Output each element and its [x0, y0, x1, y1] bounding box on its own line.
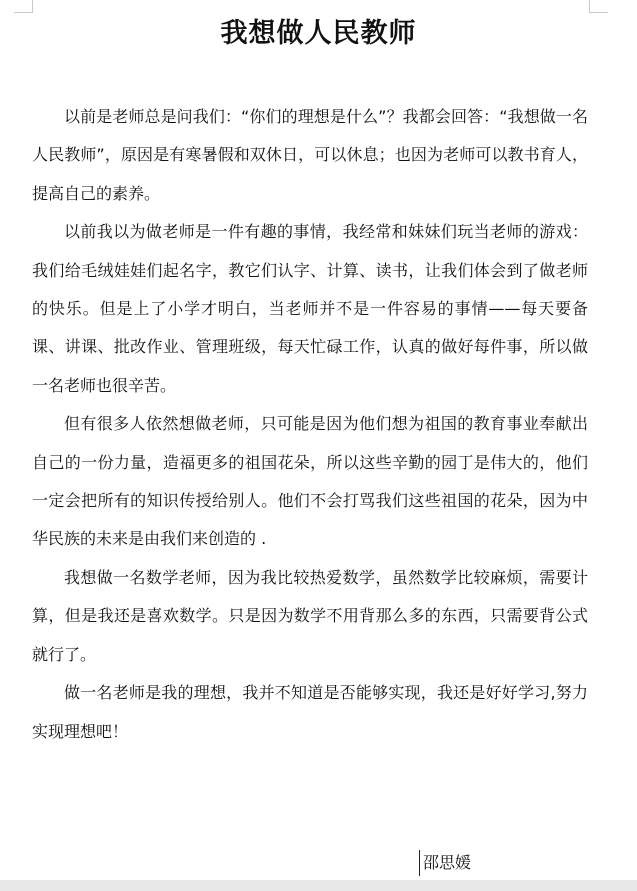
page-gap-bar [0, 880, 637, 891]
paragraph: 以前我以为做老师是一件有趣的事情，我经常和妹妹们玩当老师的游戏：我们给毛绒娃娃们起名字，教它们认字、计算、读书，让我们体会到了做老师的快乐。但是上了小学才明白，当老师并不是一件容易的事情——每天要备课、讲课、批改作业、管理班级，每天忙碌工作，认真的做好每件事，所以做一名老师也很辛苦。 [32, 222, 588, 395]
author-signature: 邵思媛 [419, 850, 471, 876]
paragraph: 但有很多人依然想做老师，只可能是因为他们想为祖国的教育事业奉献出自己的一份力量，造福更多的祖国花朵，所以这些辛勤的园丁是伟大的，他们一定会把所有的知识传授给别人。他们不会打骂我们这些祖国的花朵，因为中华民族的未来是由我们来创造的 . [32, 414, 588, 549]
crop-mark-top-right [589, 0, 608, 13]
paragraph: 我想做一名数学老师，因为我比较热爱数学，虽然数学比较麻烦，需要计算，但是我还是喜欢数学。只是因为数学不用背那么多的东西，只需要背公式就行了。 [32, 567, 588, 664]
paragraph: 以前是老师总是问我们：“你们的理想是什么”？我都会回答：“我想做一名人民教师”，原因是有寒暑假和双休日，可以休息；也因为老师可以教书育人，提高自己的素养。 [32, 107, 588, 203]
paragraph: 做一名老师是我的理想，我并不知道是否能够实现，我还是好好学习,努力实现理想吧！ [32, 683, 588, 741]
crop-mark-top-left [14, 0, 33, 13]
document-title: 我想做人民教师 [220, 18, 417, 49]
document-body[interactable] [32, 98, 588, 751]
